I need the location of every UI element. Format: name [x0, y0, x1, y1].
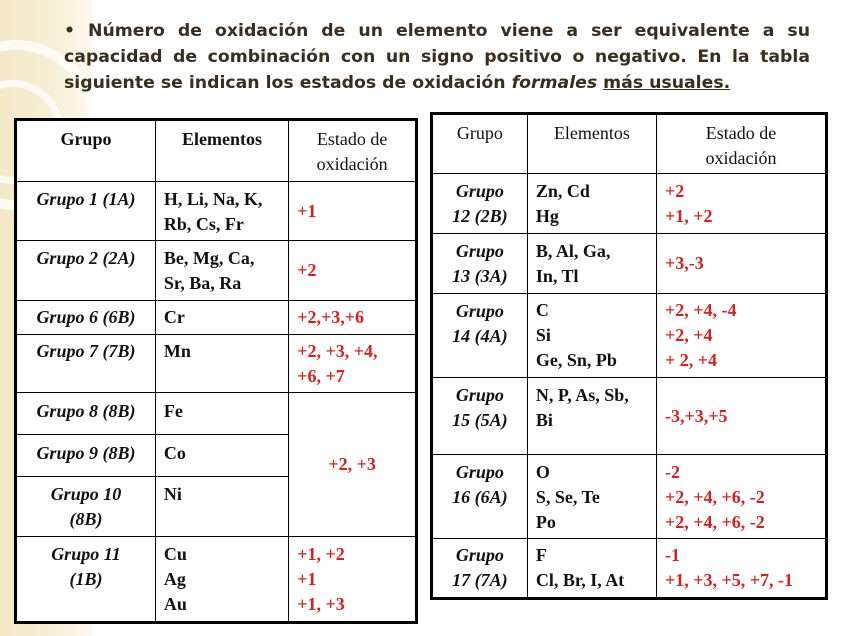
group-cell: [16, 537, 156, 623]
state-line: +6, +7: [297, 366, 345, 386]
elements-cell: [527, 294, 656, 378]
table-row: [16, 537, 417, 623]
header-group: Grupo: [432, 114, 528, 174]
header-state: [289, 120, 417, 182]
state-line: +2, +3, +4,: [297, 341, 378, 361]
group-line: Grupo 10: [50, 484, 122, 504]
element-line: Ag: [163, 569, 186, 589]
state-cell: [289, 335, 417, 393]
element-line: Co: [163, 443, 186, 463]
element-line: Ge, Sn, Pb: [535, 350, 617, 370]
state-cell: [657, 378, 827, 455]
element-line: Cl, Br, I, At: [535, 570, 625, 590]
group-cell: [432, 378, 528, 455]
group-line: 16 (6A): [452, 487, 508, 507]
element-line: Zn, Cd: [535, 180, 590, 201]
state-cell: [657, 539, 827, 599]
state-cell-merged: [289, 393, 417, 537]
state-line: +2: [297, 260, 317, 280]
group-cell: [432, 539, 528, 599]
element-line: H, Li, Na, K,: [163, 189, 263, 209]
elements-cell: [155, 241, 288, 301]
elements-cell: [155, 301, 288, 335]
group-line: (1B): [69, 569, 103, 589]
group-line: 14 (4A): [452, 326, 508, 346]
state-cell: [289, 182, 417, 241]
table-row: [432, 234, 827, 294]
element-line: Rb, Cs, Fr: [163, 214, 244, 234]
element-line: N, P, As, Sb,: [535, 385, 629, 405]
intro-paragraph: [64, 18, 810, 96]
element-line: Si: [535, 325, 551, 345]
elements-cell: [527, 234, 656, 294]
intro-underlined: más usuales.: [603, 73, 731, 93]
header-state-line: oxidación: [316, 154, 388, 174]
element-line: Bi: [535, 410, 553, 430]
group-cell: [432, 294, 528, 378]
table-header-row: [432, 114, 827, 174]
table-row: [432, 294, 827, 378]
group-cell: [432, 455, 528, 539]
group-line: Grupo 8 (8B): [36, 401, 136, 421]
group-line: Grupo 2 (2A): [36, 248, 136, 268]
group-line: (8B): [69, 509, 103, 529]
elements-cell: [155, 182, 288, 241]
group-line: Grupo: [455, 301, 504, 321]
element-line: In, Tl: [535, 265, 579, 286]
elements-cell: [155, 335, 288, 393]
table-row: [16, 393, 417, 435]
table-row: [16, 301, 417, 335]
group-line: 17 (7A): [452, 570, 508, 590]
element-line: F: [535, 545, 547, 565]
state-cell: [289, 537, 417, 623]
header-state-line: Estado de: [705, 123, 777, 143]
table-row: [16, 182, 417, 241]
group-cell: [432, 174, 528, 234]
state-line: +1, +2: [665, 205, 713, 226]
group-cell: [16, 182, 156, 241]
table-row: [432, 378, 827, 455]
elements-cell: [527, 539, 656, 599]
group-line: Grupo: [455, 462, 504, 482]
element-line: S, Se, Te: [535, 487, 600, 507]
state-cell: [289, 301, 417, 335]
state-cell: [657, 455, 827, 539]
group-cell: [16, 335, 156, 393]
group-cell: [16, 301, 156, 335]
element-line: O: [535, 462, 550, 482]
element-line: Fe: [163, 401, 183, 421]
group-line: 12 (2B): [452, 205, 508, 226]
group-line: Grupo 6 (6B): [36, 307, 136, 327]
element-line: Ni: [163, 484, 182, 504]
state-line: +1, +3, +5, +7, -1: [665, 570, 794, 590]
state-line: +2, +4: [665, 325, 713, 345]
intro-text: Número de oxidación de un elemento viene a ser equivalente a su capacidad de combinación con un signo positivo o negativo. En la tabla siguiente se indican los estados de oxidación: [64, 21, 810, 93]
element-line: Au: [163, 594, 187, 614]
state-cell: [289, 241, 417, 301]
elements-cell: [527, 174, 656, 234]
table-row: [432, 539, 827, 599]
state-line: -3,+3,+5: [665, 405, 728, 426]
group-line: 15 (5A): [452, 410, 508, 430]
elements-cell: [155, 477, 288, 537]
element-line: C: [535, 300, 549, 320]
left-oxidation-table: [14, 118, 418, 624]
header-elements: Elementos: [527, 114, 656, 174]
group-cell: [16, 241, 156, 301]
table-row: [432, 174, 827, 234]
state-line: +2,+3,+6: [297, 307, 364, 327]
elements-cell: [527, 455, 656, 539]
bullet: •: [64, 21, 76, 41]
group-cell: [16, 435, 156, 477]
state-line: +2, +4, -4: [665, 300, 737, 320]
group-line: Grupo: [455, 385, 504, 405]
state-line: + 2, +4: [665, 350, 718, 370]
group-line: Grupo: [455, 240, 504, 261]
element-line: Po: [535, 512, 556, 532]
group-line: Grupo: [455, 180, 504, 201]
state-cell: [657, 294, 827, 378]
element-line: Cr: [163, 307, 185, 327]
header-state-line: oxidación: [705, 148, 777, 168]
header-state: [657, 114, 827, 174]
state-line: +2, +4, +6, -2: [665, 512, 765, 532]
state-line: +1: [297, 569, 317, 589]
element-line: Sr, Ba, Ra: [163, 273, 242, 293]
state-line: +1, +3: [297, 594, 345, 614]
state-cell: [657, 174, 827, 234]
state-line: +2, +3: [328, 454, 376, 474]
element-line: Hg: [535, 205, 559, 226]
state-line: +2: [665, 180, 685, 201]
elements-cell: [155, 435, 288, 477]
elements-cell: [155, 537, 288, 623]
elements-cell: [527, 378, 656, 455]
table-row: [432, 455, 827, 539]
header-state-line: Estado de: [316, 129, 388, 149]
state-line: +2, +4, +6, -2: [665, 487, 765, 507]
header-elements: Elementos: [155, 120, 288, 182]
group-cell: [16, 477, 156, 537]
group-line: 13 (3A): [452, 265, 508, 286]
group-cell: [16, 393, 156, 435]
group-cell: [432, 234, 528, 294]
header-group: Grupo: [16, 120, 156, 182]
state-line: -2: [665, 462, 681, 482]
state-line: +1, +2: [297, 544, 345, 564]
table-row: [16, 335, 417, 393]
state-line: +3,-3: [665, 253, 704, 273]
table-header-row: [16, 120, 417, 182]
state-cell: [657, 234, 827, 294]
right-oxidation-table: [430, 112, 828, 600]
elements-cell: [155, 393, 288, 435]
group-line: Grupo 1 (1A): [36, 189, 136, 209]
element-line: Be, Mg, Ca,: [163, 248, 255, 268]
state-line: +1: [297, 200, 317, 221]
element-line: Mn: [163, 341, 191, 361]
group-line: Grupo: [455, 545, 504, 565]
table-row: [16, 241, 417, 301]
group-line: Grupo 9 (8B): [36, 443, 136, 463]
element-line: B, Al, Ga,: [535, 240, 611, 261]
element-line: Cu: [163, 544, 187, 564]
intro-emphasis: formales: [511, 73, 598, 93]
group-line: Grupo 7 (7B): [36, 341, 136, 361]
state-line: -1: [665, 545, 681, 565]
group-line: Grupo 11: [51, 544, 121, 564]
